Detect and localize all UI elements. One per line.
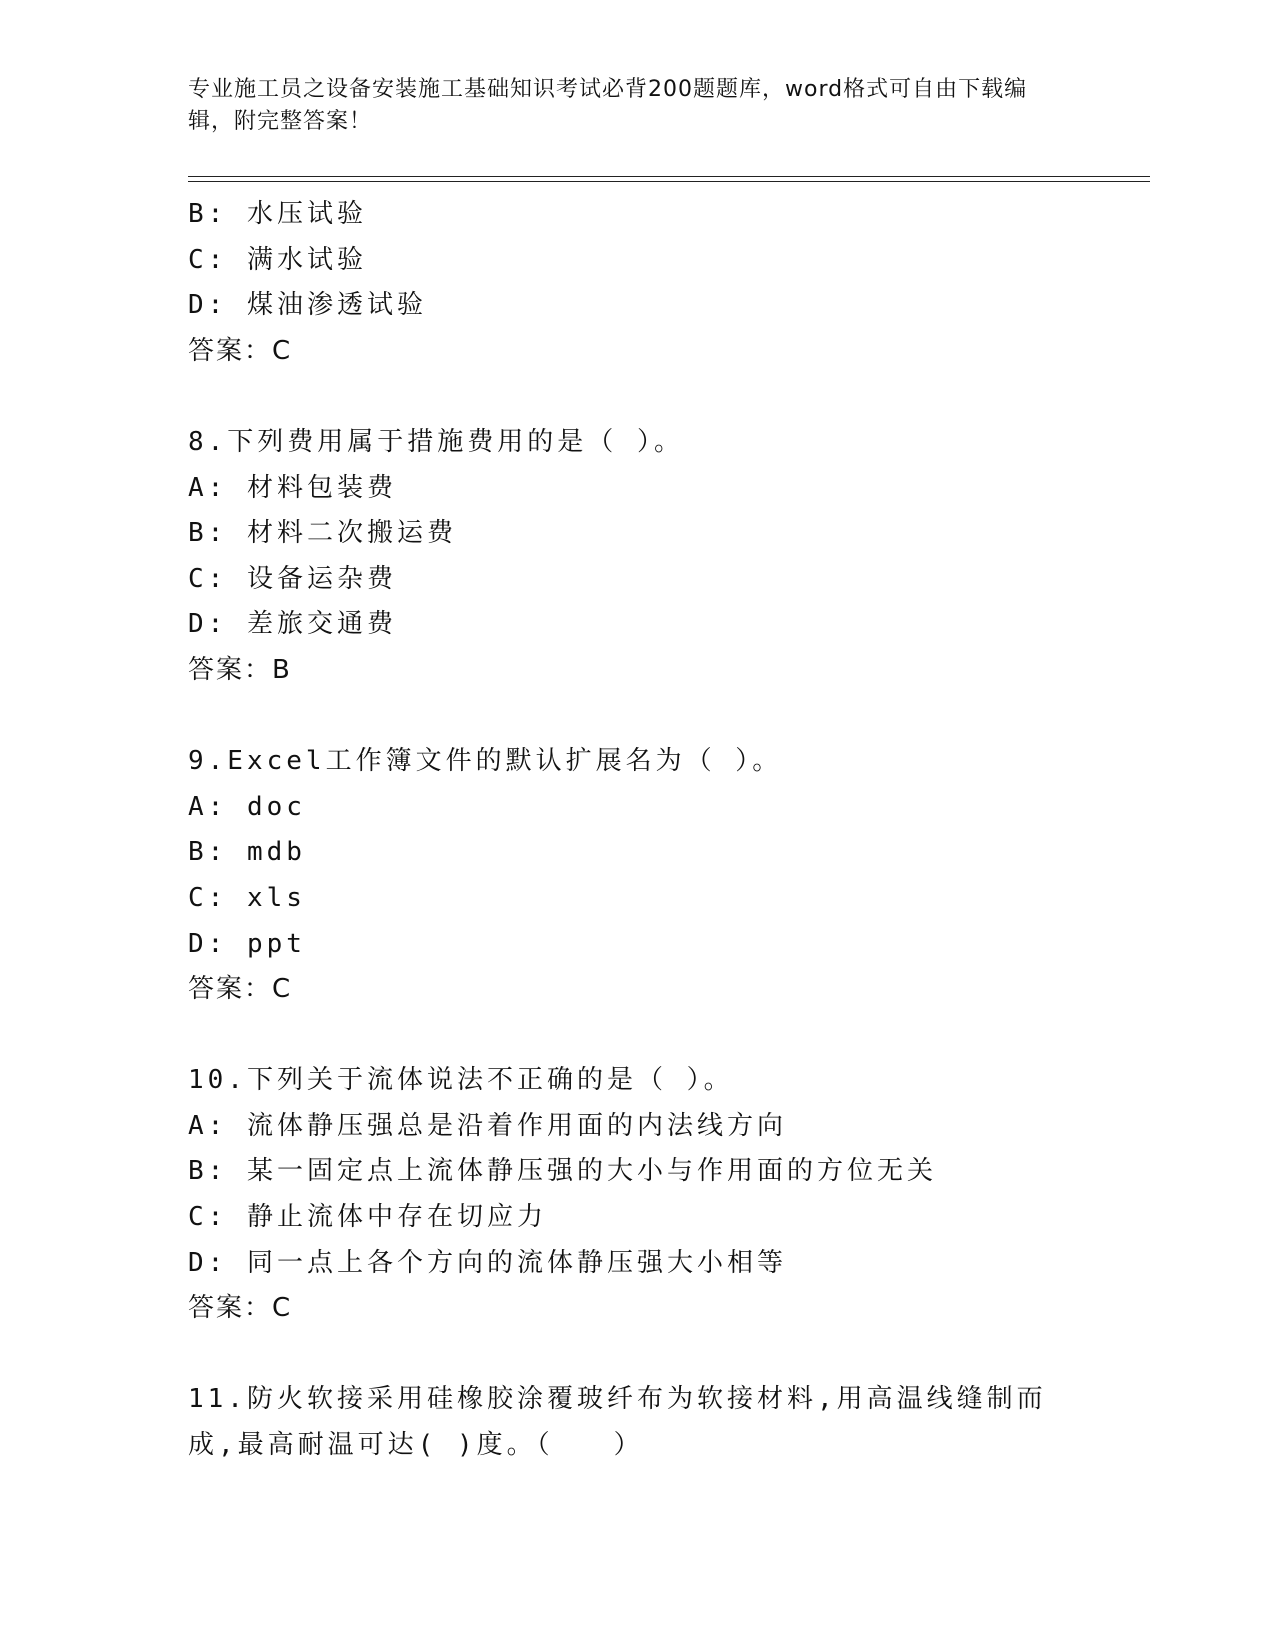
spacer — [188, 1332, 1088, 1378]
option-a: A: doc — [188, 791, 306, 822]
question-stem: 9.Excel工作簿文件的默认扩展名为（ ）。 — [188, 746, 783, 777]
option-d: D: 差旅交通费 — [188, 609, 397, 640]
option-c: C: 满水试验 — [188, 244, 367, 275]
question-stem: 11.防火软接采用硅橡胶涂覆玻纤布为软接材料,用高温线缝制而成,最高耐温可达( )度。（ ） — [188, 1384, 1047, 1461]
option-b: B: mdb — [188, 837, 306, 868]
question-11 — [188, 1377, 1088, 1468]
option-b: B: 水压试验 — [188, 199, 367, 229]
option-c: C: xls — [188, 882, 306, 913]
option-d: D: 煤油渗透试验 — [188, 290, 427, 321]
option-a: A: 流体静压强总是沿着作用面的内法线方向 — [188, 1110, 787, 1141]
question-stem: 8.下列费用属于措施费用的是（ ）。 — [188, 426, 684, 457]
header-rule-bottom — [188, 181, 1150, 182]
question-9 — [188, 739, 1088, 1013]
question-8 — [188, 420, 1088, 694]
previous-question-tail — [188, 192, 1088, 374]
option-c: C: 设备运杂费 — [188, 563, 397, 594]
spacer — [188, 374, 1088, 420]
answer-line: 答案：B — [188, 654, 292, 685]
header-rule-top — [188, 176, 1150, 177]
question-list — [188, 192, 1088, 1469]
option-c: C: 静止流体中存在切应力 — [188, 1202, 547, 1233]
spacer — [188, 1013, 1088, 1059]
spacer — [188, 694, 1088, 740]
option-d: D: 同一点上各个方向的流体静压强大小相等 — [188, 1247, 787, 1278]
document-header: 专业施工员之设备安装施工基础知识考试必背200题题库，word格式可自由下载编辑，附完整答案！ — [188, 77, 1028, 134]
answer-line: 答案：C — [188, 974, 293, 1005]
answer-line: 答案：C — [188, 1293, 293, 1324]
option-b: B: 材料二次搬运费 — [188, 518, 457, 549]
option-a: A: 材料包装费 — [188, 472, 397, 503]
question-stem: 10.下列关于流体说法不正确的是（ ）。 — [188, 1065, 734, 1096]
option-b: B: 某一固定点上流体静压强的大小与作用面的方位无关 — [188, 1156, 937, 1187]
question-10 — [188, 1058, 1088, 1332]
option-d: D: ppt — [188, 928, 306, 959]
answer-line: 答案：C — [188, 335, 293, 366]
